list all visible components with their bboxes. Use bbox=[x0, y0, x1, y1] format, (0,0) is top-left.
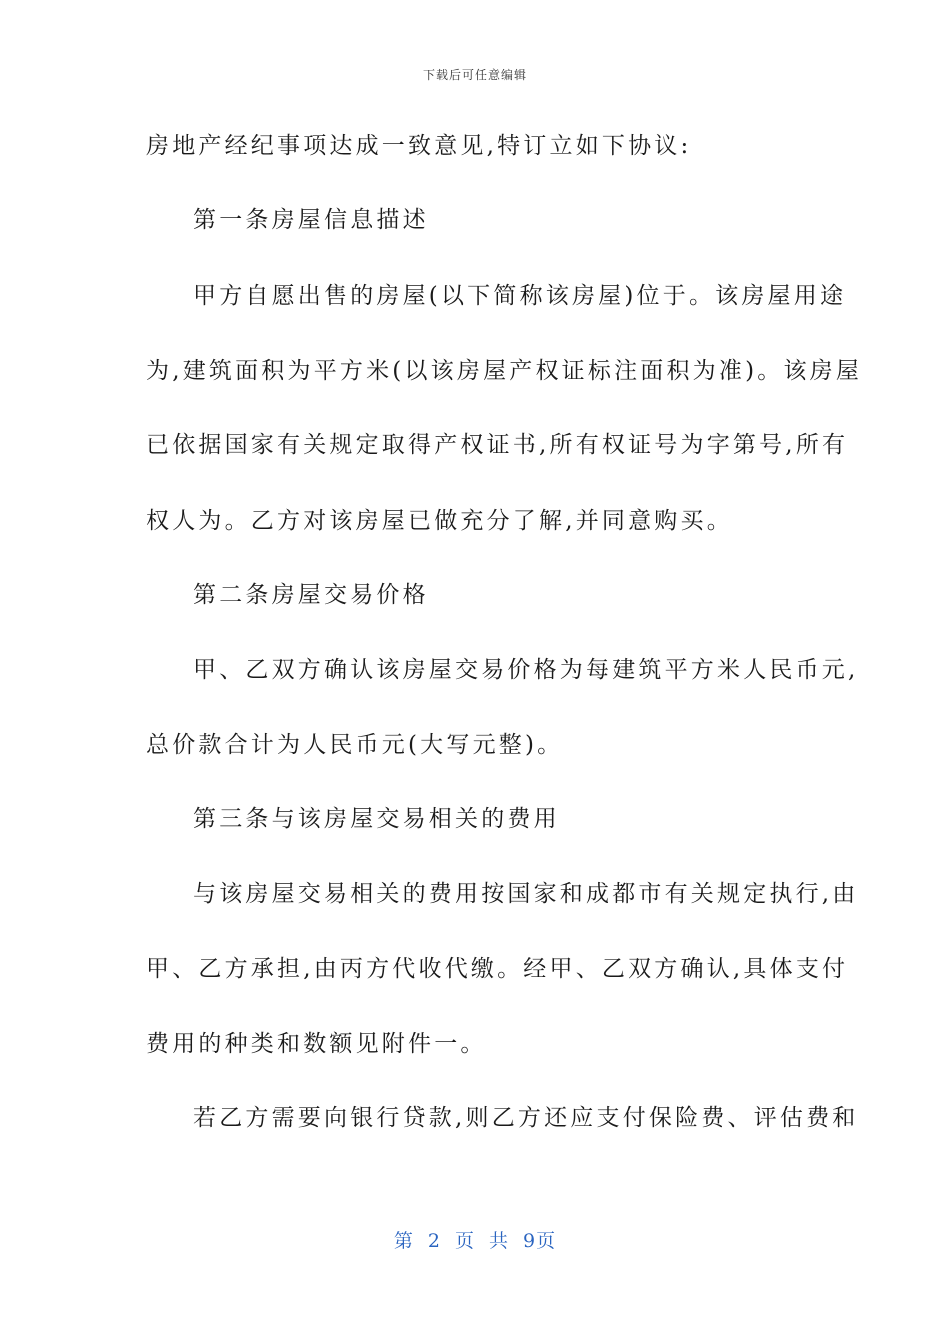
footer-page-word: 页 bbox=[454, 1230, 475, 1252]
section-heading: 第二条房屋交易价格 bbox=[193, 582, 429, 608]
paragraph-line: 房地产经纪事项达成一致意见,特订立如下协议: bbox=[146, 133, 692, 159]
page-footer bbox=[0, 1226, 950, 1253]
paragraph-line: 费用的种类和数额见附件一。 bbox=[146, 1031, 487, 1057]
paragraph-line: 若乙方需要向银行贷款,则乙方还应支付保险费、评估费和 bbox=[193, 1105, 859, 1131]
paragraph-line: 与该房屋交易相关的费用按国家和成都市有关规定执行,由 bbox=[193, 881, 859, 907]
section-heading: 第三条与该房屋交易相关的费用 bbox=[193, 806, 560, 832]
paragraph-line: 已依据国家有关规定取得产权证书,所有权证号为字第号,所有 bbox=[146, 432, 849, 458]
footer-total-pages: 9页 bbox=[523, 1230, 557, 1252]
paragraph-line: 为,建筑面积为平方米(以该房屋产权证标注面积为准)。该房屋 bbox=[146, 358, 863, 384]
paragraph-line: 甲、乙方承担,由丙方代收代缴。经甲、乙双方确认,具体支付 bbox=[146, 956, 849, 982]
footer-total-label: 共 bbox=[489, 1230, 510, 1252]
header-note: 下载后可任意编辑 bbox=[422, 68, 527, 82]
footer-current-page: 2 bbox=[427, 1230, 441, 1252]
paragraph-line: 甲、乙双方确认该房屋交易价格为每建筑平方米人民币元, bbox=[193, 657, 859, 683]
paragraph-line: 总价款合计为人民币元(大写元整)。 bbox=[146, 732, 564, 758]
section-heading: 第一条房屋信息描述 bbox=[193, 207, 429, 233]
footer-prefix: 第 bbox=[393, 1230, 414, 1252]
paragraph-line: 甲方自愿出售的房屋(以下简称该房屋)位于。该房屋用途 bbox=[193, 283, 847, 309]
paragraph-line: 权人为。乙方对该房屋已做充分了解,并同意购买。 bbox=[146, 508, 733, 534]
